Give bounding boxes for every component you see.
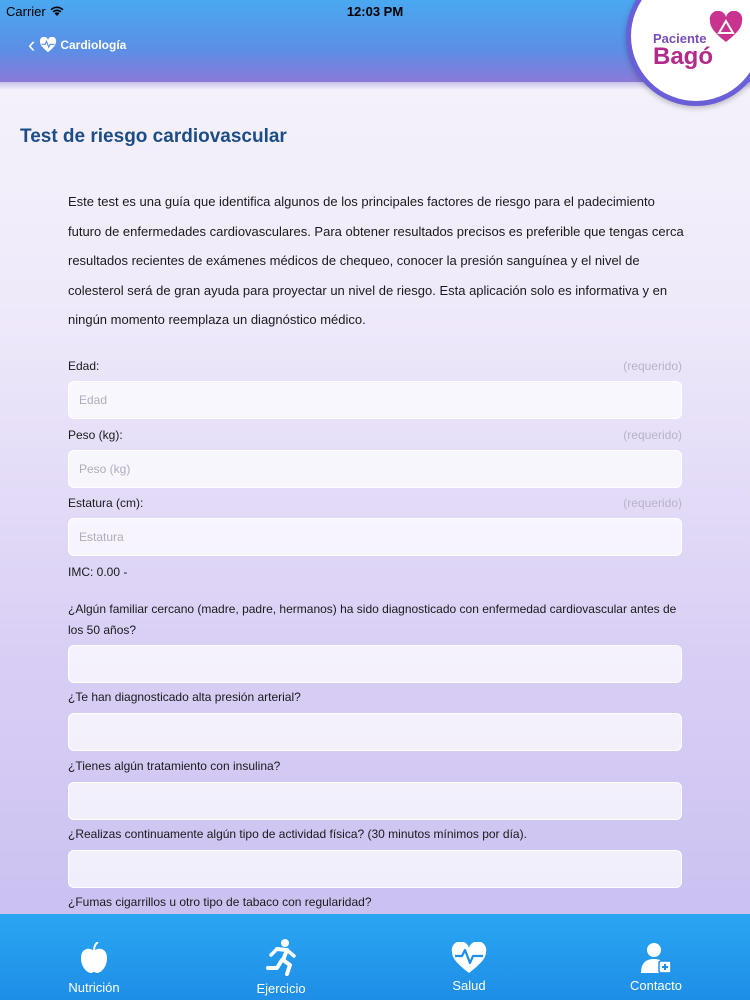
tab-bar [0,914,750,1000]
weight-required: (requerido) [623,428,682,442]
page-title: Test de riesgo cardiovascular [20,126,287,147]
insulin-select[interactable] [68,782,682,820]
navigation-bar-shadow [0,82,750,90]
tab-ejercicio-label: Ejercicio [256,981,306,996]
physical-activity-select[interactable] [68,850,682,888]
contact-icon [640,942,672,974]
age-label: Edad: [68,359,100,373]
heart-pulse-icon [39,37,57,53]
chevron-left-icon: ‹ [28,32,36,57]
tab-salud[interactable] [375,914,563,1000]
logo-line2: Bagó [653,43,713,70]
logo-line1: Paciente [653,31,707,46]
height-label: Estatura (cm): [68,496,144,510]
back-button[interactable] [28,34,126,56]
tab-contacto[interactable] [562,914,750,1000]
heart-pulse-icon [451,942,487,974]
age-input[interactable]: Edad [68,381,682,419]
tab-ejercicio[interactable] [187,914,375,1000]
intro-text: Este test es una guía que identifica algunos de los principales factores de riesgo para el padecimiento futuro de enfermedades cardiovasculares. Para obtener resultados precisos es preferible que tengas cerca resultados recientes de exámenes médicos de chequeo, conocer la presión sanguínea y el nivel de colesterol será de gran ayuda para proyectar un nivel de riesgo. Esta aplicación solo es informativa y en ningún momento reemplaza un diagnóstico médico. [68,194,684,327]
tab-nutricion-label: Nutrición [68,980,120,995]
back-label: Cardiología [60,38,127,52]
weight-input[interactable]: Peso (kg) [68,450,682,488]
status-time: 12:03 PM [346,4,404,19]
tab-contacto-label: Contacto [629,978,683,993]
question-physical-activity: ¿Realizas continuamente algún tipo de actividad física? (30 minutos mínimos por día). [68,827,527,841]
blood-pressure-select[interactable] [68,713,682,751]
height-input[interactable]: Estatura [68,518,682,556]
carrier-label: Carrier [6,4,46,19]
question-insulin: ¿Tienes algún tratamiento con insulina? [68,759,281,773]
age-required: (requerido) [623,359,682,373]
family-history-select[interactable] [68,645,682,683]
question-smoking: ¿Fumas cigarrillos u otro tipo de tabaco con regularidad? [68,895,372,909]
question-family-history: ¿Algún familiar cercano (madre, padre, hermanos) ha sido diagnosticado con enfermedad cardiovascular antes de los 50 años? [68,602,677,637]
logo-heart-icon [709,11,743,43]
tab-salud-label: Salud [452,978,486,993]
height-required: (requerido) [623,496,682,510]
question-blood-pressure: ¿Te han diagnosticado alta presión arterial? [68,690,301,704]
imc-value: IMC: 0.00 - [68,565,128,579]
running-icon [263,938,299,976]
paciente-bago-logo [626,0,750,106]
apple-icon [80,942,108,974]
weight-label: Peso (kg): [68,428,123,442]
tab-nutricion[interactable] [0,914,188,1000]
